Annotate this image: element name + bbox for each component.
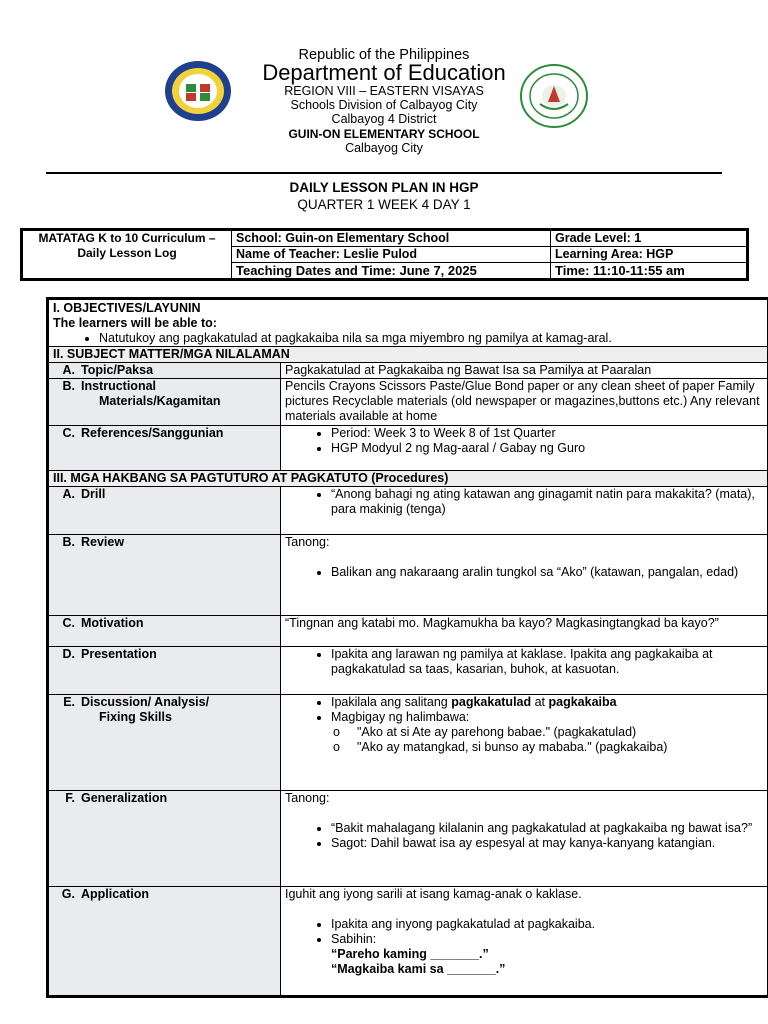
generalization-question: Tanong: [285,791,330,805]
presentation-letter: D. [62,647,75,661]
presentation-label-cell [48,647,281,695]
generalization-item: • Sagot: Dahil bawat isa ay espesyal at may kanya-kanyang katangian. [331,836,763,851]
motivation-label: Motivation [81,616,144,630]
district-text: Calbayog 4 District [331,112,437,126]
procedures-heading: III. MGA HAKBANG SA PAGTUTURO AT PAGKATUTO (Procedures) [48,471,768,487]
city-text: Calbayog City [345,141,423,155]
term-pagkakaiba: pagkakaiba [548,695,617,709]
drill-label-cell [48,487,281,535]
lesson-table [46,297,768,998]
department-title: Department of Education [262,60,506,85]
materials-value: Pencils Crayons Scissors Paste/Glue Bond paper or any clean sheet of paper Family pictures Recyclable materials (old newspaper or magazines,buttons etc.) Any relevant materials available at home [281,379,768,426]
area-field: Learning Area: HGP [551,247,748,263]
review-item: • Balikan ang nakaraang aralin tungkol sa “Ako” (katawan, pangalan, edad) [331,565,763,580]
discussion-label-line2: Fixing Skills [99,710,172,724]
discussion-label-cell [48,695,281,791]
materials-letter: B. [62,379,75,393]
example-item: o "Ako at si Ate ay parehong babae." (pagkakatulad) [357,725,763,740]
references-label: References/Sanggunian [81,426,224,440]
school-field: School: Guin-on Elementary School [232,230,551,247]
objectives-cell [48,299,768,347]
motivation-label-cell [48,616,281,647]
review-label-cell [48,535,281,616]
application-item: • Ipakita ang inyong pagkakatulad at pagkakaiba. [331,917,763,932]
division-text: Schools Division of Calbayog City [290,98,478,112]
grade-field: Grade Level: 1 [551,230,748,247]
school-name: GUIN-ON ELEMENTARY SCHOOL [288,127,480,141]
review-letter: B. [62,535,75,549]
application-letter: G. [61,887,75,901]
reference-item: • HGP Modyul 2 ng Mag-aaral / Gabay ng Guro [331,441,763,456]
lesson-plan-title: DAILY LESSON PLAN IN HGP [289,180,479,195]
application-label-cell [48,887,281,997]
drill-value [281,487,768,535]
republic-text: Republic of the Philippines [298,47,470,63]
teacher-field: Name of Teacher: Leslie Pulod [232,247,551,263]
dates-field: Teaching Dates and Time: June 7, 2025 [232,263,551,280]
lesson-plan-subtitle: QUARTER 1 WEEK 4 DAY 1 [297,197,471,212]
generalization-label: Generalization [81,791,168,805]
objectives-intro: The learners will be able to: [53,316,217,330]
generalization-letter: F. [65,791,75,805]
drill-letter: A. [62,487,75,501]
generalization-value [281,791,768,887]
application-prompt-different: “Magkaiba kami sa _______.” [331,962,506,976]
motivation-letter: C. [62,616,75,630]
materials-label-line2: Materials/Kagamitan [99,394,221,408]
term-pagkakatulad: pagkakatulad [451,695,532,709]
presentation-value [281,647,768,695]
discussion-item: • Magbigay ng halimbawa: o "Ako at si Ate ay parehong babae." (pagkakatulad) o "Ako ay matangkad, si bunso ay mababa." (pagkakaiba) [331,710,763,755]
generalization-item: • “Bakit mahalagang kilalanin ang pagkakatulad at pagkakaiba ng bawat isa?” [331,821,763,836]
time-field: Time: 11:10-11:55 am [551,263,748,280]
subject-matter-heading: II. SUBJECT MATTER/MGA NILALAMAN [48,347,768,363]
drill-label: Drill [81,487,106,501]
presentation-item: • Ipakita ang larawan ng pamilya at kaklase. Ipakita ang pagkakaiba at pagkakatulad sa taas, kasarian, buhok, at kasuotan. [331,647,763,677]
application-value [281,887,768,997]
motivation-value: “Tingnan ang katabi mo. Magkamukha ba kayo? Magkasingtangkad ba kayo?” [281,616,768,647]
review-question: Tanong: [285,535,330,549]
topic-value: Pagkakatulad at Pagkakaiba ng Bawat Isa sa Pamilya at Paaralan [281,363,768,379]
curriculum-label: MATATAG K to 10 Curriculum – Daily Lesson Log [22,230,232,280]
drill-item: • “Anong bahagi ng ating katawan ang ginagamit natin para makakita? (mata), para makinig (tenga) [331,487,763,517]
presentation-label: Presentation [81,647,157,661]
objectives-heading: I. OBJECTIVES/LAYUNIN [53,301,201,315]
review-label: Review [81,535,125,549]
references-value [281,426,768,471]
topic-label: Topic/Paksa [81,363,154,377]
example-item: o "Ako ay matangkad, si bunso ay mababa." (pagkakaiba) [357,740,763,755]
application-intro: Iguhit ang iyong sarili at isang kamag-anak o kaklase. [285,887,582,901]
header-divider [46,172,722,174]
application-prompt-same: “Pareho kaming _______.” [331,947,489,961]
materials-label-line1: Instructional [81,379,157,393]
topic-label-cell [48,363,281,379]
application-item: • Sabihin: “Pareho kaming _______.” “Magkaiba kami sa _______.” [331,932,763,977]
references-letter: C. [62,426,75,440]
discussion-label-line1: Discussion/ Analysis/ [81,695,210,709]
discussion-letter: E. [63,695,75,709]
application-label: Application [81,887,150,901]
discussion-value [281,695,768,791]
info-table [20,228,749,281]
topic-letter: A. [62,363,75,377]
review-value [281,535,768,616]
materials-label-cell [48,379,281,426]
reference-item: • Period: Week 3 to Week 8 of 1st Quarter [331,426,763,441]
region-text: REGION VIII – EASTERN VISAYAS [284,84,484,98]
objective-item: • Natutukoy ang pagkakatulad at pagkakaiba nila sa mga miyembro ng pamilya at kamag-aral. [99,331,763,346]
discussion-item: • Ipakilala ang salitang pagkakatulad at pagkakaiba [331,695,763,710]
generalization-label-cell [48,791,281,887]
references-label-cell [48,426,281,471]
